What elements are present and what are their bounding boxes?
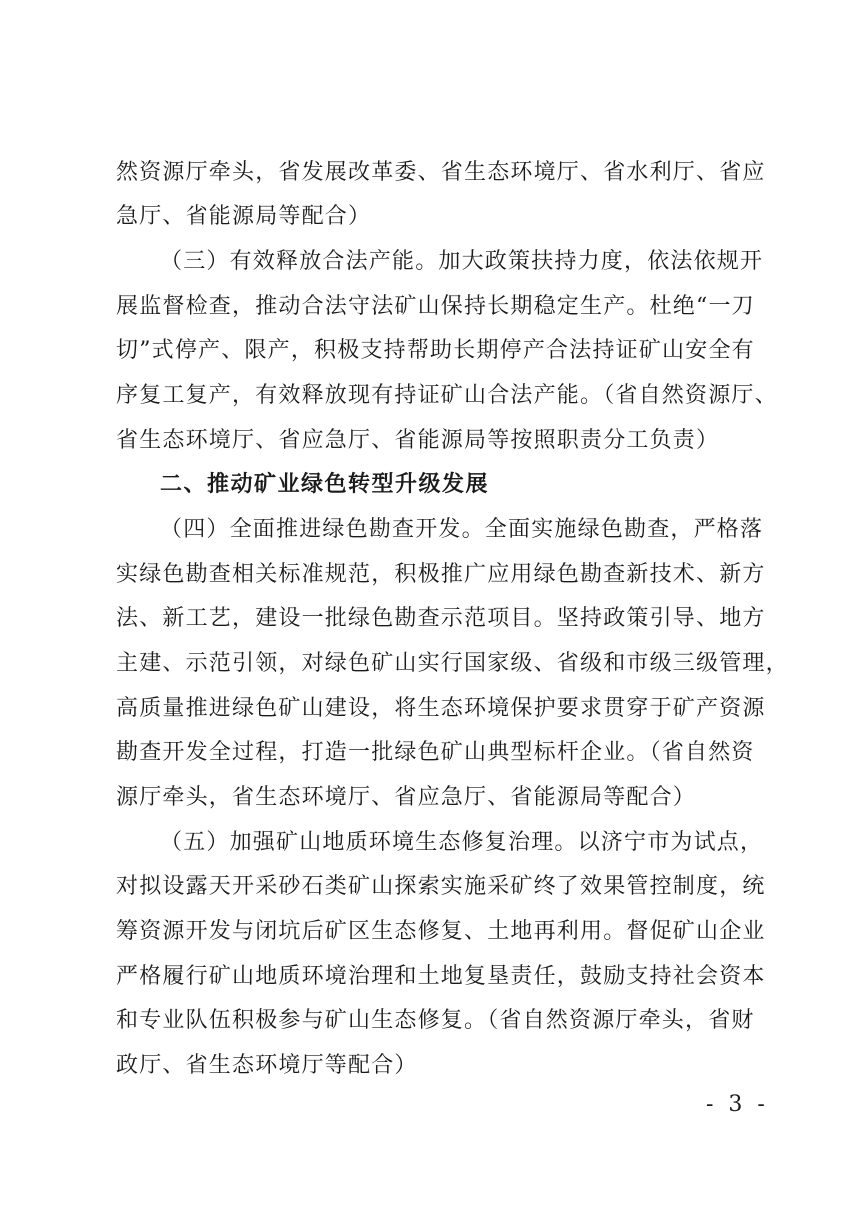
body-text-line: 源厅牵头，省生态环境厅、省应急厅、省能源局等配合） (116, 785, 697, 810)
body-text-line: 急厅、省能源局等配合） (116, 204, 372, 229)
section-3-first-line: （三）有效释放合法产能。加大政策扶持力度，依法依规开 (160, 249, 764, 274)
body-text-line: 序复工复产，有效释放现有持证矿山合法产能。（省自然资源厅、 (116, 383, 778, 408)
body-text-line: 省生态环境厅、省应急厅、省能源局等按照职责分工负责） (116, 428, 720, 453)
body-text-line: 对拟设露天开采砂石类矿山探索实施采矿终了效果管控制度，统 (116, 874, 766, 899)
body-text-line: 筹资源开发与闭坑后矿区生态修复、土地再利用。督促矿山企业 (116, 919, 766, 944)
body-text-line: 实绿色勘查相关标准规范，积极推广应用绿色勘查新技术、新方 (116, 562, 766, 587)
body-text-line: 勘查开发全过程，打造一批绿色矿山典型标杆企业。（省自然资 (116, 740, 755, 765)
section-5-first-line: （五）加强矿山地质环境生态修复治理。以济宁市为试点， (160, 830, 764, 855)
section-4-first-line: （四）全面推进绿色勘查开发。全面实施绿色勘查，严格落 (160, 517, 764, 542)
page-number: - 3 - (706, 1092, 769, 1117)
body-text-line: 和专业队伍积极参与矿山生态修复。（省自然资源厅牵头，省财 (116, 1008, 755, 1033)
body-text-line: 主建、示范引领，对绿色矿山实行国家级、省级和市级三级管理， (116, 651, 789, 676)
body-text-line: 展监督检查，推动合法守法矿山保持长期稳定生产。杜绝“一刀 (116, 294, 755, 319)
section-heading: 二、推动矿业绿色转型升级发展 (160, 472, 490, 497)
body-text-line: 政厅、省生态环境厅等配合） (116, 1053, 418, 1078)
body-text-line: 切”式停产、限产，积极支持帮助长期停产合法持证矿山安全有 (116, 338, 755, 363)
body-text-line: 法、新工艺，建设一批绿色勘查示范项目。坚持政策引导、地方 (116, 606, 766, 631)
body-text-line: 严格履行矿山地质环境治理和土地复垦责任，鼓励支持社会资本 (116, 964, 766, 989)
body-text-line: 然资源厅牵头，省发展改革委、省生态环境厅、省水利厅、省应 (116, 160, 766, 185)
body-text-line: 高质量推进绿色矿山建设，将生态环境保护要求贯穿于矿产资源 (116, 696, 766, 721)
